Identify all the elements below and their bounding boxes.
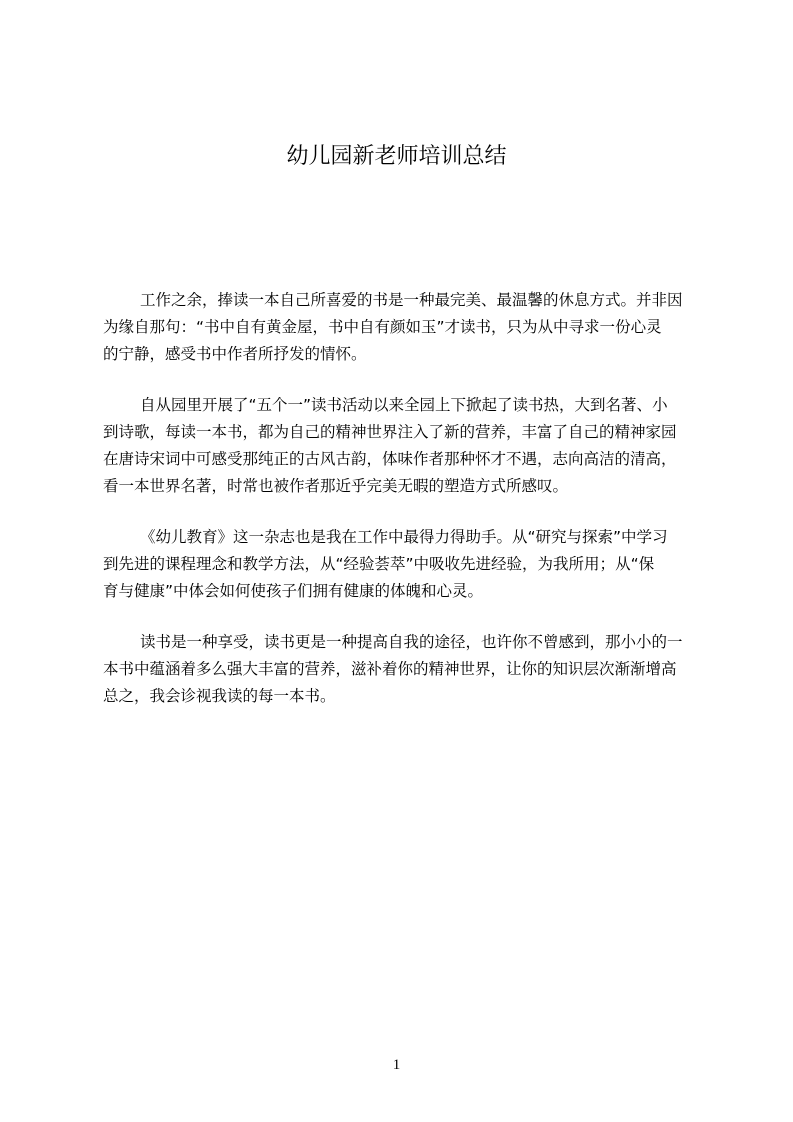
document-title: 幼儿园新老师培训总结 [286, 144, 507, 169]
document-body [103, 287, 703, 734]
paragraph-3 [103, 524, 703, 605]
paragraph-line: 本书中蕴涵着多么强大丰富的营养，滋补着你的精神世界，让你的知识层次渐渐增高 [103, 660, 677, 678]
paragraph-line: 工作之余，捧读一本自己所喜爱的书是一种最完美、最温馨的休息方式。并非因 [140, 291, 683, 309]
page-number: 1 [392, 1057, 401, 1073]
paragraph-line: 自从园里开展了“五个一”读书活动以来全园上下掀起了读书热，大到名著、小 [140, 396, 668, 414]
paragraph-4 [103, 629, 703, 710]
paragraph-line: 到诗歌，每读一本书，都为自己的精神世界注入了新的营养，丰富了自己的精神家园 [103, 423, 677, 441]
paragraph-line: 《幼儿教育》这一杂志也是我在工作中最得力得助手。从“研究与探索”中学习 [140, 528, 668, 546]
paragraph-line: 总之，我会诊视我读的每一本书。 [103, 687, 336, 705]
paragraph-line: 读书是一种享受，读书更是一种提高自我的途径，也许你不曾感到，那小小的一 [140, 633, 683, 651]
paragraph-line: 的宁静，感受书中作者所抒发的情怀。 [103, 345, 367, 363]
paragraph-line: 为缘自那句：“书中自有黄金屋，书中自有颜如玉”才读书，只为从中寻求一份心灵 [103, 318, 662, 336]
paragraph-2 [103, 392, 703, 500]
paragraph-line: 育与健康”中体会如何使孩子们拥有健康的体魄和心灵。 [103, 582, 484, 600]
paragraph-line: 在唐诗宋词中可感受那纯正的古风古韵，体味作者那种怀才不遇，志向高洁的清高， [103, 450, 677, 468]
paragraph-1 [103, 287, 703, 368]
paragraph-line: 到先进的课程理念和教学方法，从“经验荟萃”中吸收先进经验，为我所用；从“保 [103, 555, 655, 573]
paragraph-line: 看一本世界名著，时常也被作者那近乎完美无暇的塑造方式所感叹。 [103, 477, 569, 495]
